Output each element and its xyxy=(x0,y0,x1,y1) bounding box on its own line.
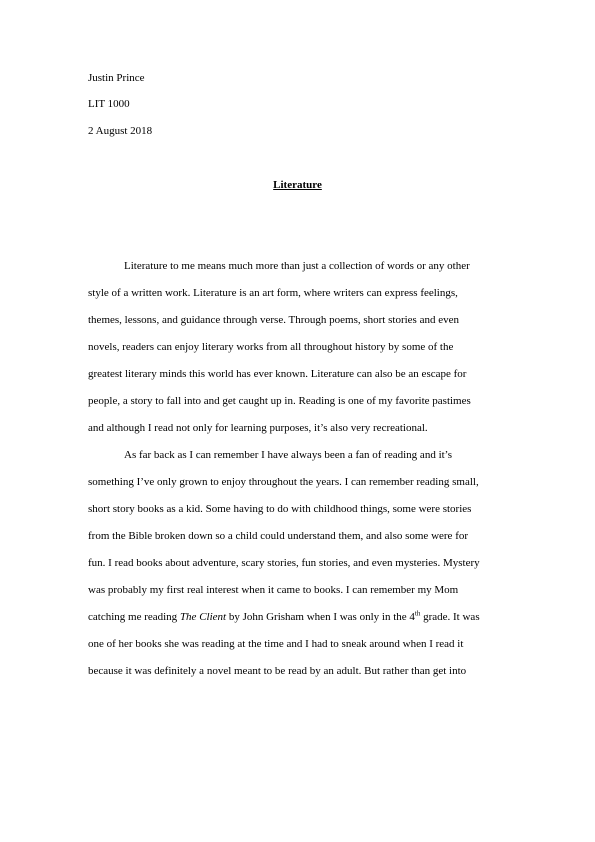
book-title: The Client xyxy=(179,611,227,623)
paragraph-line: style of a written work. Literature is an art form, where writers can express feelings, xyxy=(88,287,458,299)
course-name: LIT 1000 xyxy=(88,98,130,110)
paragraph-line: one of her books she was reading at the time and I had to sneak around when I read it xyxy=(88,638,464,650)
paragraph-line: something I’ve only grown to enjoy throughout the years. I can remember reading small, xyxy=(88,476,479,488)
document-title: Literature xyxy=(273,179,322,191)
paragraph-line: and although I read not only for learning purposes, it’s also very recreational. xyxy=(88,422,428,434)
superscript: th xyxy=(414,609,421,618)
paragraph-line: novels, readers can enjoy literary works from all throughout history by some of the xyxy=(88,341,454,353)
text-run: catching me reading xyxy=(88,611,180,623)
paragraph-line: themes, lessons, and guidance through verse. Through poems, short stories and even xyxy=(88,314,459,326)
paragraph-line: As far back as I can remember I have always been a fan of reading and it’s xyxy=(124,449,453,461)
paragraph-line: from the Bible broken down so a child could understand them, and also some were for xyxy=(88,530,469,542)
text-run: grade. It was xyxy=(420,611,480,623)
paragraph-line: because it was definitely a novel meant to be read by an adult. But rather than get into xyxy=(88,665,467,677)
document-date: 2 August 2018 xyxy=(88,125,153,137)
paragraph-line: was probably my first real interest when it came to books. I can remember my Mom xyxy=(88,584,459,596)
paragraph-line xyxy=(88,610,480,624)
paragraph-line: greatest literary minds this world has ever known. Literature can also be an escape for xyxy=(88,368,467,380)
author-name: Justin Prince xyxy=(88,72,145,84)
paragraph-line: people, a story to fall into and get caught up in. Reading is one of my favorite pastimes xyxy=(88,395,471,407)
paragraph-line: Literature to me means much more than just a collection of words or any other xyxy=(124,260,470,272)
text-run: by John Grisham when I was only in the 4 xyxy=(226,611,415,623)
paragraph-line: fun. I read books about adventure, scary stories, fun stories, and even mysteries. Mystery xyxy=(88,557,480,569)
paragraph-line: short story books as a kid. Some having to do with childhood things, some were stories xyxy=(88,503,472,515)
